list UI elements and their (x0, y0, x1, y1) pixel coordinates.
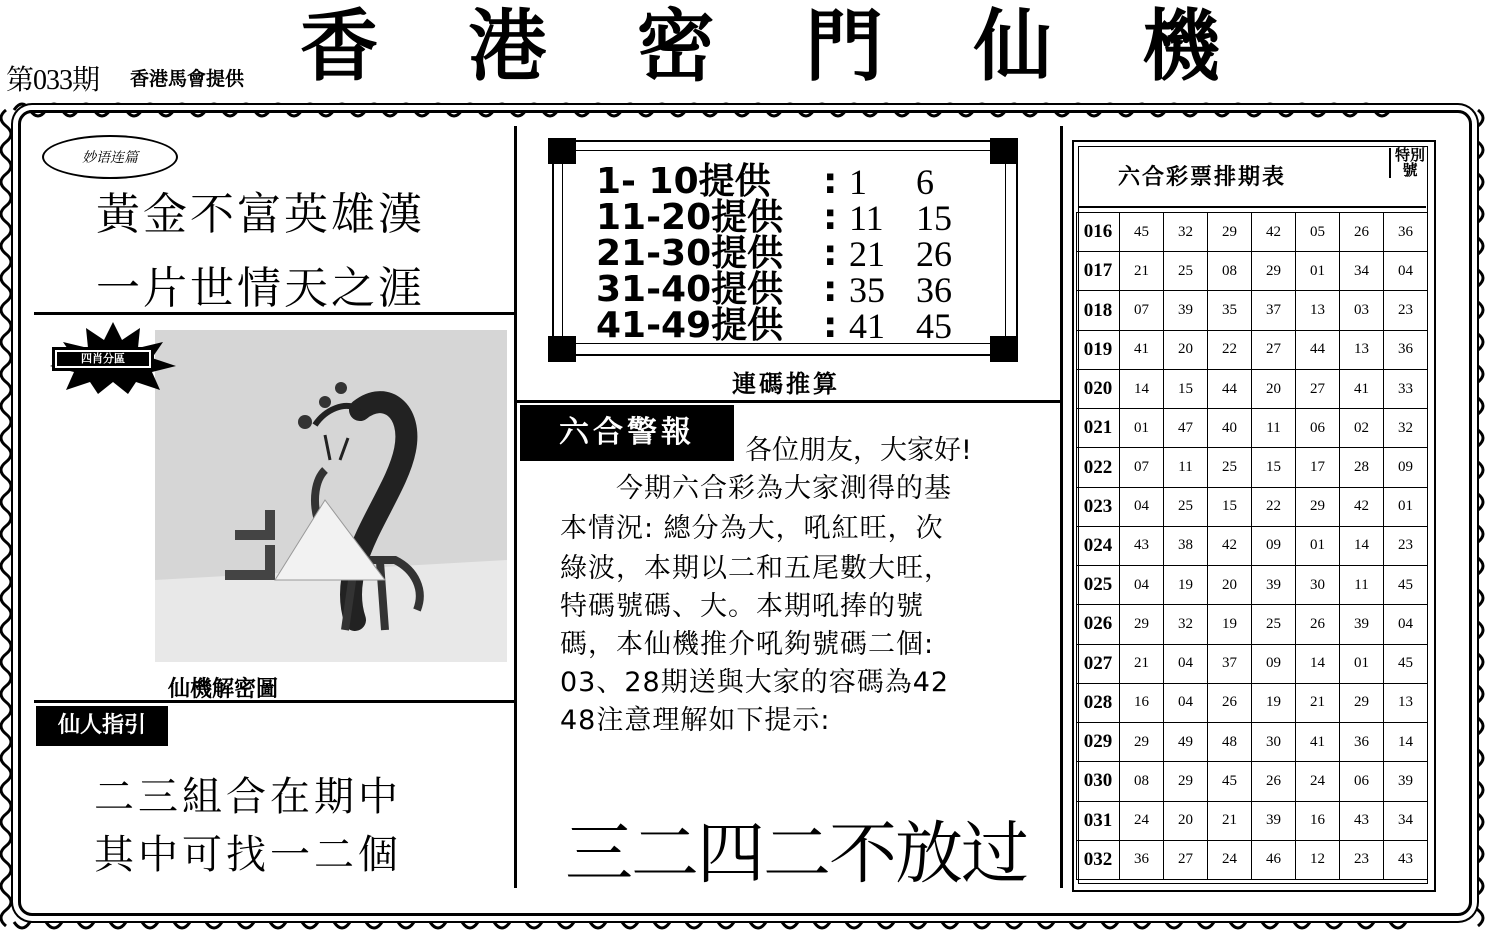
special-number-cell: 23 (1384, 526, 1428, 565)
poem-tag: 妙语连篇 (42, 135, 178, 179)
number-cell: 21 (1120, 252, 1164, 291)
number-cell: 26 (1208, 683, 1252, 722)
number-cell: 26 (1296, 605, 1340, 644)
number-cell: 43 (1340, 801, 1384, 840)
number-cell: 21 (1208, 801, 1252, 840)
number-cell: 41 (1340, 369, 1384, 408)
number-cell: 29 (1296, 487, 1340, 526)
number-cell: 14 (1340, 526, 1384, 565)
provider-label: 香港馬會提供 (130, 68, 245, 90)
special-number-cell: 39 (1384, 762, 1428, 801)
number-cell: 29 (1120, 605, 1164, 644)
number-cell: 30 (1252, 723, 1296, 762)
number-cell: 47 (1164, 409, 1208, 448)
number-cell: 26 (1340, 213, 1384, 252)
period-cell: 018 (1077, 291, 1120, 330)
range-number: 6 (916, 162, 934, 202)
alert-line: 03、28期送與大家的容碼為42 (560, 667, 950, 698)
title-char: 仙 (973, 2, 1052, 92)
table-row (1077, 213, 1428, 252)
number-cell: 43 (1120, 526, 1164, 565)
number-cell: 22 (1208, 330, 1252, 369)
heart-ornament-icon (548, 336, 576, 362)
guide-line: 其中可找一二個 (94, 832, 402, 878)
number-cell: 13 (1340, 330, 1384, 369)
special-number-cell: 04 (1384, 605, 1428, 644)
number-cell: 04 (1164, 644, 1208, 683)
number-cell: 21 (1120, 644, 1164, 683)
range-number: 45 (916, 306, 952, 346)
number-cell: 16 (1296, 801, 1340, 840)
special-number-cell: 43 (1384, 840, 1428, 879)
period-cell: 016 (1077, 213, 1120, 252)
range-colon: : (823, 197, 838, 238)
number-cell: 45 (1208, 762, 1252, 801)
poem-line: 一片世情天之涯 (96, 263, 425, 314)
number-cell: 27 (1252, 330, 1296, 369)
table-row (1077, 801, 1428, 840)
number-cell: 41 (1296, 723, 1340, 762)
special-number-label: 特別號 (1389, 148, 1425, 178)
number-cell: 25 (1252, 605, 1296, 644)
title-char: 機 (1141, 2, 1220, 92)
number-cell: 39 (1252, 566, 1296, 605)
table-title-divider (1078, 206, 1426, 208)
number-cell: 20 (1208, 566, 1252, 605)
special-number-cell: 13 (1384, 683, 1428, 722)
range-label: 1- 10提供 (596, 161, 771, 202)
number-cell: 39 (1252, 801, 1296, 840)
special-number-cell: 33 (1384, 369, 1428, 408)
period-cell: 024 (1077, 526, 1120, 565)
number-cell: 01 (1296, 252, 1340, 291)
special-number-cell: 09 (1384, 448, 1428, 487)
number-cell: 12 (1296, 840, 1340, 879)
number-cell: 40 (1208, 409, 1252, 448)
number-cell: 15 (1208, 487, 1252, 526)
number-cell: 20 (1252, 369, 1296, 408)
number-cell: 13 (1296, 291, 1340, 330)
number-cell: 48 (1208, 723, 1252, 762)
special-number-cell: 45 (1384, 644, 1428, 683)
number-cell: 39 (1340, 605, 1384, 644)
number-cell: 41 (1120, 330, 1164, 369)
table-row (1077, 252, 1428, 291)
number-cell: 24 (1296, 762, 1340, 801)
range-row (596, 305, 996, 346)
corner-ornament-icon (990, 138, 1018, 164)
number-cell: 46 (1252, 840, 1296, 879)
period-cell: 019 (1077, 330, 1120, 369)
alert-line: 本情況: 總分為大，吼紅旺，次 (560, 513, 944, 544)
column-divider (514, 126, 517, 888)
period-cell: 026 (1077, 605, 1120, 644)
number-cell: 20 (1164, 801, 1208, 840)
number-cell: 36 (1120, 840, 1164, 879)
number-cell: 08 (1208, 252, 1252, 291)
period-cell: 020 (1077, 369, 1120, 408)
number-cell: 03 (1340, 291, 1384, 330)
number-cell: 16 (1120, 683, 1164, 722)
table-title: 六合彩票排期表 (1118, 165, 1287, 190)
number-cell: 17 (1296, 448, 1340, 487)
number-cell: 38 (1164, 526, 1208, 565)
number-cell: 39 (1164, 291, 1208, 330)
title-char: 門 (805, 2, 884, 92)
number-cell: 35 (1208, 291, 1252, 330)
guide-line: 二三組合在期中 (94, 774, 402, 820)
range-colon: : (823, 305, 838, 346)
table-row (1077, 683, 1428, 722)
range-row (596, 233, 996, 274)
range-number: 26 (916, 234, 952, 274)
section-divider (517, 400, 1060, 403)
badge-label: 四肖分區 (52, 347, 154, 371)
range-number: 41 (849, 306, 885, 346)
number-cell: 21 (1296, 683, 1340, 722)
number-cell: 42 (1252, 213, 1296, 252)
number-cell: 29 (1208, 213, 1252, 252)
period-cell: 025 (1077, 566, 1120, 605)
column-divider (1060, 126, 1063, 888)
number-cell: 26 (1252, 762, 1296, 801)
riddle-picture (155, 330, 507, 662)
greeting: 各位朋友，大家好! (745, 435, 972, 466)
table-row (1077, 762, 1428, 801)
period-cell: 022 (1077, 448, 1120, 487)
title-char: 香 (300, 2, 379, 92)
number-cell: 25 (1164, 487, 1208, 526)
number-cell: 36 (1340, 723, 1384, 762)
table-row (1077, 605, 1428, 644)
alert-line: 今期六合彩為大家測得的基 (616, 473, 952, 504)
guide-label: 仙人指引 (36, 706, 168, 746)
range-number: 35 (849, 270, 885, 310)
number-cell: 11 (1164, 448, 1208, 487)
table-row (1077, 644, 1428, 683)
alert-label: 六合警報 (520, 405, 734, 461)
range-label: 21-30提供 (596, 233, 784, 274)
table-row (1077, 723, 1428, 762)
number-cell: 49 (1164, 723, 1208, 762)
number-cell: 09 (1252, 644, 1296, 683)
number-cell: 15 (1164, 369, 1208, 408)
number-cell: 04 (1120, 566, 1164, 605)
number-cell: 42 (1208, 526, 1252, 565)
title-char: 港 (468, 2, 547, 92)
number-cell: 29 (1120, 723, 1164, 762)
number-cell: 04 (1164, 683, 1208, 722)
range-number: 1 (849, 162, 867, 202)
alert-line: 綠波，本期以二和五尾數大旺， (560, 553, 952, 584)
number-cell: 23 (1340, 840, 1384, 879)
range-number: 11 (849, 198, 884, 238)
number-cell: 11 (1252, 409, 1296, 448)
number-cell: 01 (1120, 409, 1164, 448)
deer-tree-illustration (155, 330, 507, 662)
number-cell: 01 (1340, 644, 1384, 683)
number-cell: 37 (1208, 644, 1252, 683)
range-row (596, 161, 996, 202)
issue-number: 第033期 (6, 65, 100, 96)
number-cell: 27 (1296, 369, 1340, 408)
slogan: 三二四二不放过 (565, 815, 1028, 894)
number-cell: 11 (1340, 566, 1384, 605)
special-number-cell: 04 (1384, 252, 1428, 291)
table-row (1077, 487, 1428, 526)
range-label: 31-40提供 (596, 269, 784, 310)
period-cell: 031 (1077, 801, 1120, 840)
alert-line: 48注意理解如下提示: (560, 705, 831, 736)
range-colon: : (823, 161, 838, 202)
main-title (300, 2, 1220, 92)
table-row (1077, 566, 1428, 605)
number-cell: 01 (1296, 526, 1340, 565)
period-cell: 028 (1077, 683, 1120, 722)
range-caption: 連碼推算 (732, 370, 840, 398)
range-colon: : (823, 269, 838, 310)
number-cell: 25 (1208, 448, 1252, 487)
special-number-cell: 01 (1384, 487, 1428, 526)
table-row (1077, 448, 1428, 487)
special-number-cell: 14 (1384, 723, 1428, 762)
number-cell: 29 (1340, 683, 1384, 722)
number-cell: 24 (1120, 801, 1164, 840)
range-number: 36 (916, 270, 952, 310)
number-cell: 30 (1296, 566, 1340, 605)
special-number-cell: 34 (1384, 801, 1428, 840)
number-cell: 29 (1164, 762, 1208, 801)
number-cell: 44 (1296, 330, 1340, 369)
period-cell: 017 (1077, 252, 1120, 291)
title-char: 密 (636, 2, 715, 92)
number-cell: 14 (1120, 369, 1164, 408)
table-row (1077, 409, 1428, 448)
number-cell: 29 (1252, 252, 1296, 291)
table-row (1077, 526, 1428, 565)
number-cell: 24 (1208, 840, 1252, 879)
number-cell: 05 (1296, 213, 1340, 252)
corner-ornament-icon (548, 138, 576, 164)
table-row (1077, 369, 1428, 408)
number-cell: 06 (1296, 409, 1340, 448)
number-cell: 25 (1164, 252, 1208, 291)
table-row (1077, 291, 1428, 330)
range-colon: : (823, 233, 838, 274)
number-cell: 27 (1164, 840, 1208, 879)
period-cell: 030 (1077, 762, 1120, 801)
number-cell: 32 (1164, 605, 1208, 644)
period-cell: 021 (1077, 409, 1120, 448)
number-cell: 02 (1340, 409, 1384, 448)
special-number-cell: 45 (1384, 566, 1428, 605)
range-label: 11-20提供 (596, 197, 784, 238)
number-cell: 32 (1164, 213, 1208, 252)
period-cell: 029 (1077, 723, 1120, 762)
picture-caption: 仙機解密圖 (168, 677, 279, 702)
range-row (596, 269, 996, 310)
special-number-cell: 23 (1384, 291, 1428, 330)
number-cell: 15 (1252, 448, 1296, 487)
period-cell: 023 (1077, 487, 1120, 526)
number-cell: 19 (1208, 605, 1252, 644)
number-cell: 20 (1164, 330, 1208, 369)
period-cell: 032 (1077, 840, 1120, 879)
number-cell: 14 (1296, 644, 1340, 683)
range-row (596, 197, 996, 238)
number-cell: 19 (1164, 566, 1208, 605)
alert-line: 特碼號碼、大。本期吼捧的號 (560, 591, 924, 622)
special-number-cell: 36 (1384, 213, 1428, 252)
special-number-cell: 36 (1384, 330, 1428, 369)
range-number: 21 (849, 234, 885, 274)
number-cell: 44 (1208, 369, 1252, 408)
alert-line: 碼，本仙機推介吼夠號碼二個: (560, 629, 935, 660)
number-cell: 37 (1252, 291, 1296, 330)
number-cell: 42 (1340, 487, 1384, 526)
number-cell: 09 (1252, 526, 1296, 565)
number-cell: 45 (1120, 213, 1164, 252)
number-cell: 22 (1252, 487, 1296, 526)
number-cell: 07 (1120, 448, 1164, 487)
number-cell: 34 (1340, 252, 1384, 291)
number-cell: 19 (1252, 683, 1296, 722)
number-cell: 04 (1120, 487, 1164, 526)
period-cell: 027 (1077, 644, 1120, 683)
poem-line: 黃金不富英雄漢 (96, 189, 425, 240)
number-cell: 07 (1120, 291, 1164, 330)
special-number-cell: 32 (1384, 409, 1428, 448)
table-row (1077, 330, 1428, 369)
range-number: 15 (916, 198, 952, 238)
number-cell: 28 (1340, 448, 1384, 487)
number-cell: 06 (1340, 762, 1384, 801)
number-cell: 08 (1120, 762, 1164, 801)
range-label: 41-49提供 (596, 305, 784, 346)
table-row (1077, 840, 1428, 879)
draw-table (1076, 212, 1428, 880)
